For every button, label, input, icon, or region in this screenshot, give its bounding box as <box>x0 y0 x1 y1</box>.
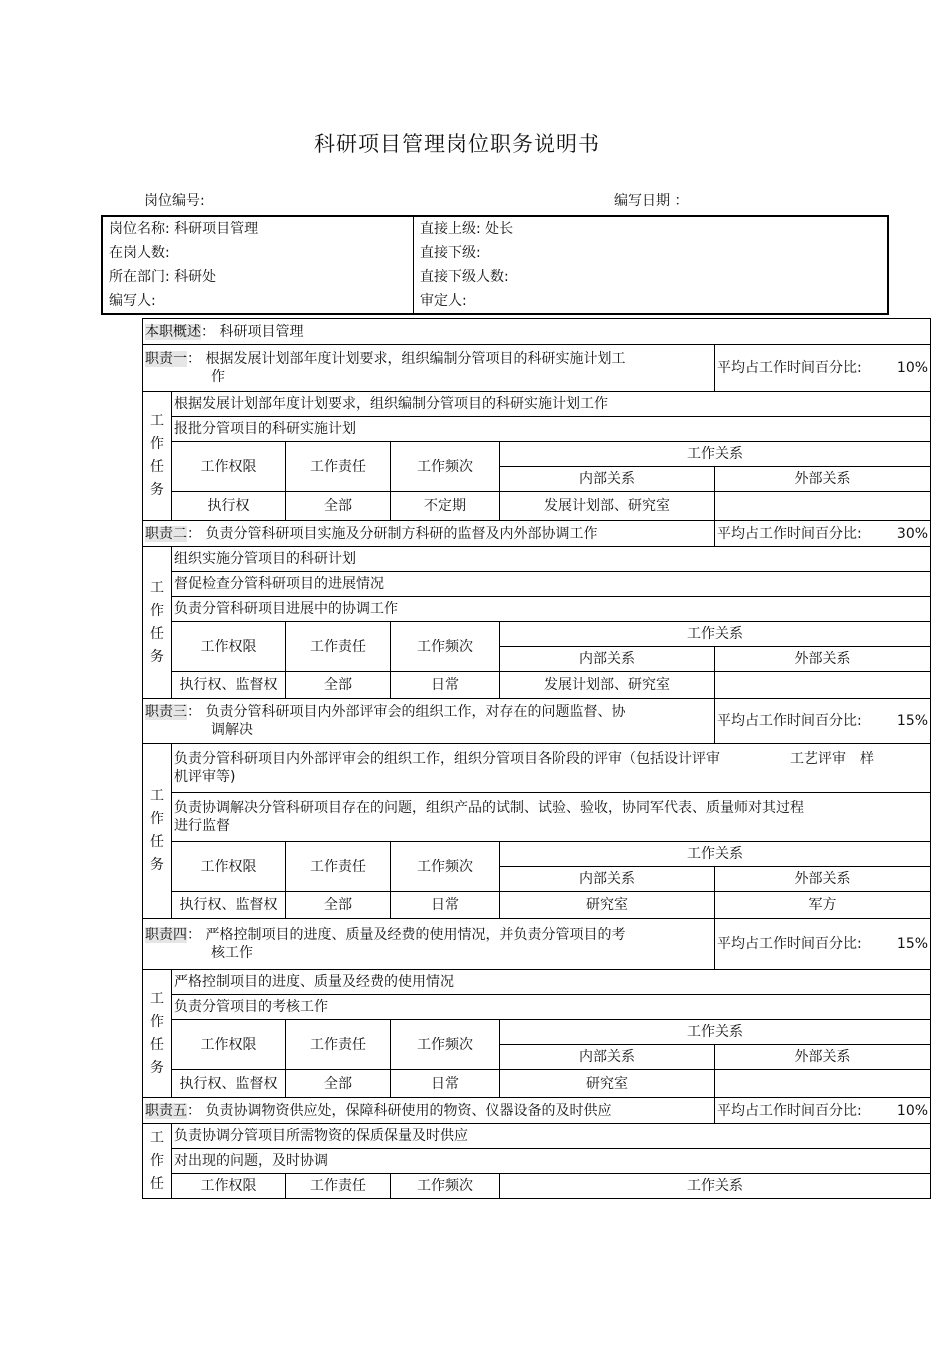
duty-row <box>143 699 931 744</box>
duty-text: ： 负责分管科研项目内外部评审会的组织工作，对存在的问题监督、协 <box>187 704 626 720</box>
task-side-label: 工 作 任 务 <box>143 744 172 919</box>
internal-value: 发展计划部、研究室 <box>500 492 715 521</box>
duty-text-cont: 调解决 <box>211 722 253 738</box>
task-side-label: 工 作 任 务 <box>143 392 172 521</box>
authority-value: 执行权、监督权 <box>172 1070 286 1098</box>
duty-row <box>143 919 931 970</box>
basic-info-table <box>101 215 889 315</box>
frequency-value: 不定期 <box>391 492 500 521</box>
responsibility-value: 全部 <box>286 492 391 521</box>
pct-label: 平均占工作时间百分比: <box>717 360 862 376</box>
authority-value: 执行权、监督权 <box>172 892 286 919</box>
relations-header: 工作关系 <box>500 1020 931 1045</box>
pct-label: 平均占工作时间百分比: <box>717 525 862 542</box>
external-header: 外部关系 <box>715 1045 931 1070</box>
duty-text-cont: 作 <box>211 369 225 385</box>
task-item-cont: 机评审等) <box>174 769 236 785</box>
external-value: 军方 <box>715 892 931 919</box>
task-item: 组织实施分管项目的科研计划 <box>172 547 931 572</box>
external-header: 外部关系 <box>715 467 931 492</box>
task-item: 对出现的问题，及时协调 <box>172 1149 931 1174</box>
summary-text: ： 科研项目管理 <box>201 323 304 340</box>
relations-header: 工作关系 <box>500 1174 931 1199</box>
external-header: 外部关系 <box>715 867 931 892</box>
authority-header: 工作权限 <box>172 1020 286 1070</box>
frequency-header: 工作频次 <box>391 1020 500 1070</box>
duty-row <box>143 521 931 547</box>
task-item: 负责分管项目的考核工作 <box>172 995 931 1020</box>
external-value <box>715 492 931 521</box>
responsibility-value: 全部 <box>286 892 391 919</box>
duty-text-cont: 核工作 <box>211 945 253 961</box>
direct-subordinate: 直接下级: <box>414 241 889 265</box>
internal-value: 发展计划部、研究室 <box>500 672 715 699</box>
responsibility-header: 工作责任 <box>286 622 391 672</box>
external-value <box>715 672 931 699</box>
duty-label: 职责二 <box>145 525 187 542</box>
duty-text: ： 严格控制项目的进度、质量及经费的使用情况，并负责分管项目的考 <box>187 927 626 943</box>
internal-value: 研究室 <box>500 892 715 919</box>
responsibility-value: 全部 <box>286 1070 391 1098</box>
post-number-label: 岗位编号: <box>144 193 205 209</box>
duty-label: 职责三 <box>145 704 187 720</box>
write-date-label: 编写日期 ： <box>614 193 689 209</box>
duty-text: ： 负责分管科研项目实施及分研制方科研的监督及内外部协调工作 <box>187 525 598 542</box>
duty-label: 职责一 <box>145 351 187 367</box>
duty-row <box>143 345 931 392</box>
responsibility-header: 工作责任 <box>286 1020 391 1070</box>
authority-value: 执行权、监督权 <box>172 672 286 699</box>
task-side-label: 工 作 任 务 <box>143 547 172 699</box>
responsibility-header: 工作责任 <box>286 1174 391 1199</box>
duty-text: ： 负责协调物资供应处，保障科研使用的物资、仪器设备的及时供应 <box>187 1102 612 1119</box>
reviewer: 审定人: <box>414 289 889 314</box>
pct-label: 平均占工作时间百分比: <box>717 713 862 729</box>
duty-table <box>142 318 931 1199</box>
task-item: 严格控制项目的进度、质量及经费的使用情况 <box>172 970 931 995</box>
task-item: 根据发展计划部年度计划要求，组织编制分管项目的科研实施计划工作 <box>172 392 931 417</box>
pct-value: 10% <box>896 360 929 376</box>
authority-value: 执行权 <box>172 492 286 521</box>
writer: 编写人: <box>109 293 156 309</box>
task-item: 负责分管科研项目进展中的协调工作 <box>172 597 931 622</box>
authority-header: 工作权限 <box>172 442 286 492</box>
responsibility-header: 工作责任 <box>286 842 391 892</box>
task-item: 报批分管项目的科研实施计划 <box>172 417 931 442</box>
frequency-header: 工作频次 <box>391 842 500 892</box>
pct-value: 30% <box>896 525 929 542</box>
authority-header: 工作权限 <box>172 1174 286 1199</box>
pct-label: 平均占工作时间百分比: <box>717 936 862 952</box>
pct-value: 15% <box>896 713 929 729</box>
task-side-label: 工 作 任 务 <box>143 970 172 1098</box>
relations-header: 工作关系 <box>500 442 931 467</box>
post-name: 岗位名称: 科研项目管理 <box>109 221 259 237</box>
internal-value: 研究室 <box>500 1070 715 1098</box>
authority-header: 工作权限 <box>172 622 286 672</box>
direct-superior: 直接上级: 处长 <box>414 216 889 241</box>
task-item: 负责协调解决分管科研项目存在的问题，组织产品的试制、试验、验收，协同军代表、质量师对其过程 <box>174 800 804 816</box>
internal-header: 内部关系 <box>500 467 715 492</box>
internal-header: 内部关系 <box>500 867 715 892</box>
duty-label: 职责四 <box>145 927 187 943</box>
task-item: 负责协调分管项目所需物资的保质保量及时供应 <box>172 1124 931 1149</box>
headcount: 在岗人数: <box>109 245 170 261</box>
frequency-header: 工作频次 <box>391 1174 500 1199</box>
task-item: 负责分管科研项目内外部评审会的组织工作，组织分管项目各阶段的评审（包括设计评审 工艺评审 样 <box>174 751 874 767</box>
task-item: 督促检查分管科研项目的进展情况 <box>172 572 931 597</box>
responsibility-header: 工作责任 <box>286 442 391 492</box>
duty-row <box>143 1098 931 1124</box>
pct-value: 10% <box>896 1102 929 1119</box>
task-side-label: 工 作 任 <box>143 1124 172 1199</box>
duty-label: 职责五 <box>145 1102 187 1119</box>
internal-header: 内部关系 <box>500 1045 715 1070</box>
internal-header: 内部关系 <box>500 647 715 672</box>
duty-text: ： 根据发展计划部年度计划要求，组织编制分管项目的科研实施计划工 <box>187 351 626 367</box>
task-item-cont: 进行监督 <box>174 818 230 834</box>
frequency-value: 日常 <box>391 1070 500 1098</box>
authority-header: 工作权限 <box>172 842 286 892</box>
relations-header: 工作关系 <box>500 622 931 647</box>
pct-value: 15% <box>896 936 929 952</box>
relations-header: 工作关系 <box>500 842 931 867</box>
frequency-header: 工作频次 <box>391 442 500 492</box>
frequency-value: 日常 <box>391 672 500 699</box>
responsibility-value: 全部 <box>286 672 391 699</box>
frequency-value: 日常 <box>391 892 500 919</box>
external-value <box>715 1070 931 1098</box>
department: 所在部门: 科研处 <box>109 269 217 285</box>
summary-label: 本职概述 <box>145 323 201 340</box>
frequency-header: 工作频次 <box>391 622 500 672</box>
pct-label: 平均占工作时间百分比: <box>717 1102 862 1119</box>
subordinate-count: 直接下级人数: <box>414 265 889 289</box>
document-title: 科研项目管理岗位职务说明书 <box>314 132 600 156</box>
external-header: 外部关系 <box>715 647 931 672</box>
